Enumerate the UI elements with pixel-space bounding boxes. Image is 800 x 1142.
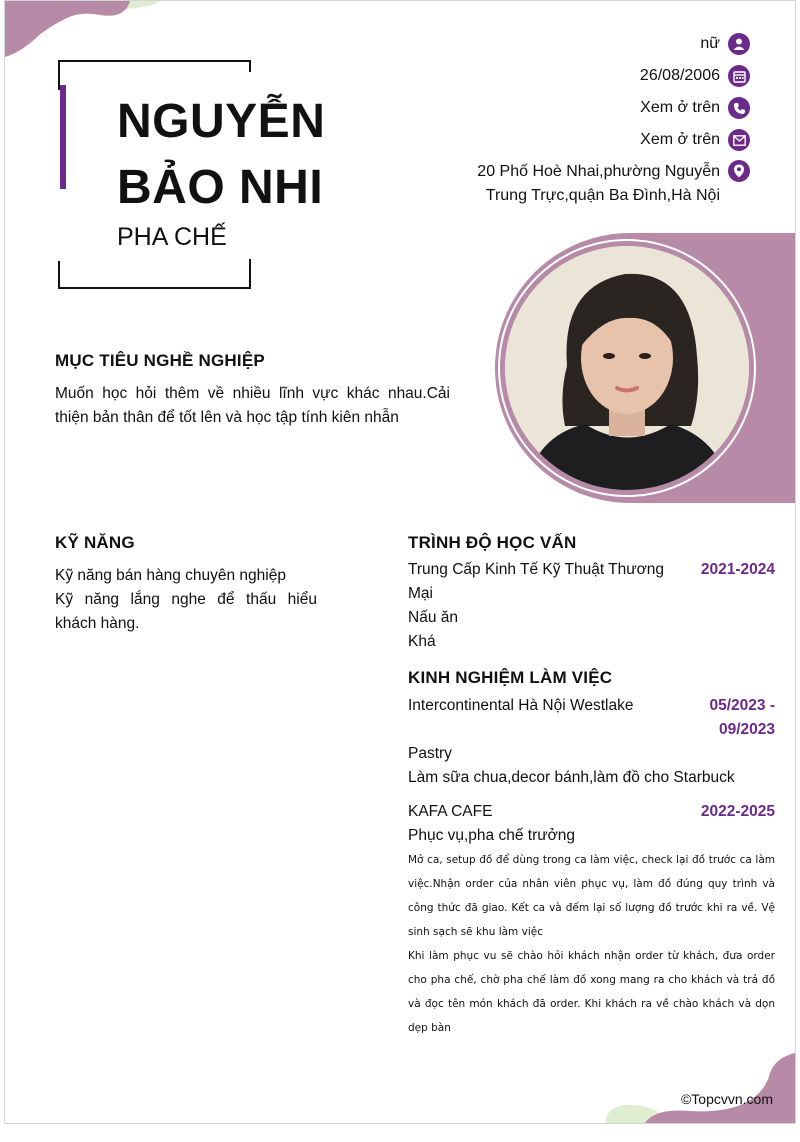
phone-text: Xem ở trên — [640, 99, 720, 116]
job-description: Làm sữa chua,decor bánh,làm đồ cho Starbuck — [408, 769, 735, 786]
contact-gender — [700, 32, 750, 56]
frame-line — [249, 259, 251, 289]
skill-item: Kỹ năng bán hàng chuyên nghiệp — [55, 567, 286, 584]
education-date: 2021-2024 — [700, 561, 775, 578]
user-icon — [728, 33, 750, 55]
objective-heading: MỤC TIÊU NGHỀ NGHIỆP — [55, 351, 265, 370]
location-icon — [728, 160, 750, 182]
accent-bar — [60, 85, 66, 189]
education-heading: TRÌNH ĐỘ HỌC VẤN — [408, 533, 577, 552]
skill-item: Kỹ năng lắng nghe để thấu hiểu khách hàng. — [55, 591, 317, 632]
gender-text: nữ — [700, 35, 720, 52]
mail-icon — [728, 129, 750, 151]
contact-phone — [640, 96, 750, 120]
job-position: Pastry — [408, 745, 452, 762]
education-major: Nấu ăn — [408, 609, 458, 626]
calendar-icon — [728, 65, 750, 87]
school-name: Trung Cấp Kinh Tế Kỹ Thuật Thương — [408, 561, 665, 578]
portrait-illustration — [505, 246, 749, 490]
school-name-cont: Mại — [408, 585, 433, 602]
job-company: KAFA CAFE — [408, 803, 493, 820]
email-text: Xem ở trên — [640, 131, 720, 148]
phone-icon — [728, 97, 750, 119]
birthday-text: 26/08/2006 — [639, 67, 720, 84]
frame-line — [58, 261, 60, 289]
corner-decoration-top — [5, 1, 165, 61]
job-position: Phục vụ,pha chế trưởng — [408, 827, 576, 844]
corner-decoration-bottom — [595, 1053, 795, 1123]
experience-heading: KINH NGHIỆM LÀM VIỆC — [408, 668, 613, 687]
resume-page — [4, 0, 796, 1124]
frame-line — [58, 60, 251, 62]
contact-address — [477, 160, 750, 208]
job-date: 2022-2025 — [700, 803, 775, 820]
contact-birthday — [640, 64, 750, 88]
objective-text: Muốn học hỏi thêm về nhiều lĩnh vực khác nhau.Cải thiện bản thân để tốt lên và học tập tính kiên nhẫn — [55, 385, 450, 426]
frame-line — [249, 60, 251, 72]
job-description: Mở ca, setup đồ để dùng trong ca làm việc, check lại đồ trước ca làm việc.Nhận order của nhân viên phục vụ, làm đồ đúng quy trình và công thức đã giao. Kết ca và đếm lại số lượng đồ trước khi ra về. Vệ sinh sạch sẽ khu làm việc — [408, 854, 775, 938]
job-description: Khi làm phục vu sẽ chào hỏi khách nhận order từ khách, đưa order cho pha chế, chờ pha chế làm đồ xong mang ra cho khách và trả đồ và đọc tên món khách đã order. Khi khách ra về chào khách và dọn dẹp bàn — [408, 950, 775, 1034]
profile-photo — [505, 246, 749, 490]
contact-email — [640, 128, 750, 152]
address-text — [477, 160, 720, 208]
address-line: Trung Trực,quận Ba Đình,Hà Nội — [485, 187, 720, 204]
frame-line — [58, 287, 251, 289]
copyright-text: ©Topcvvn.com — [680, 1091, 773, 1107]
skills-heading: KỸ NĂNG — [55, 533, 135, 552]
job-company: Intercontinental Hà Nội Westlake — [408, 697, 634, 714]
job-title: PHA CHẾ — [117, 223, 227, 251]
job-date: 05/2023 - — [709, 697, 775, 714]
full-name: NGUYỄN BẢO NHI — [117, 95, 326, 214]
education-grade: Khá — [408, 633, 436, 650]
job-date: 09/2023 — [718, 721, 775, 738]
address-line: 20 Phố Hoè Nhai,phường Nguyễn — [477, 163, 720, 180]
